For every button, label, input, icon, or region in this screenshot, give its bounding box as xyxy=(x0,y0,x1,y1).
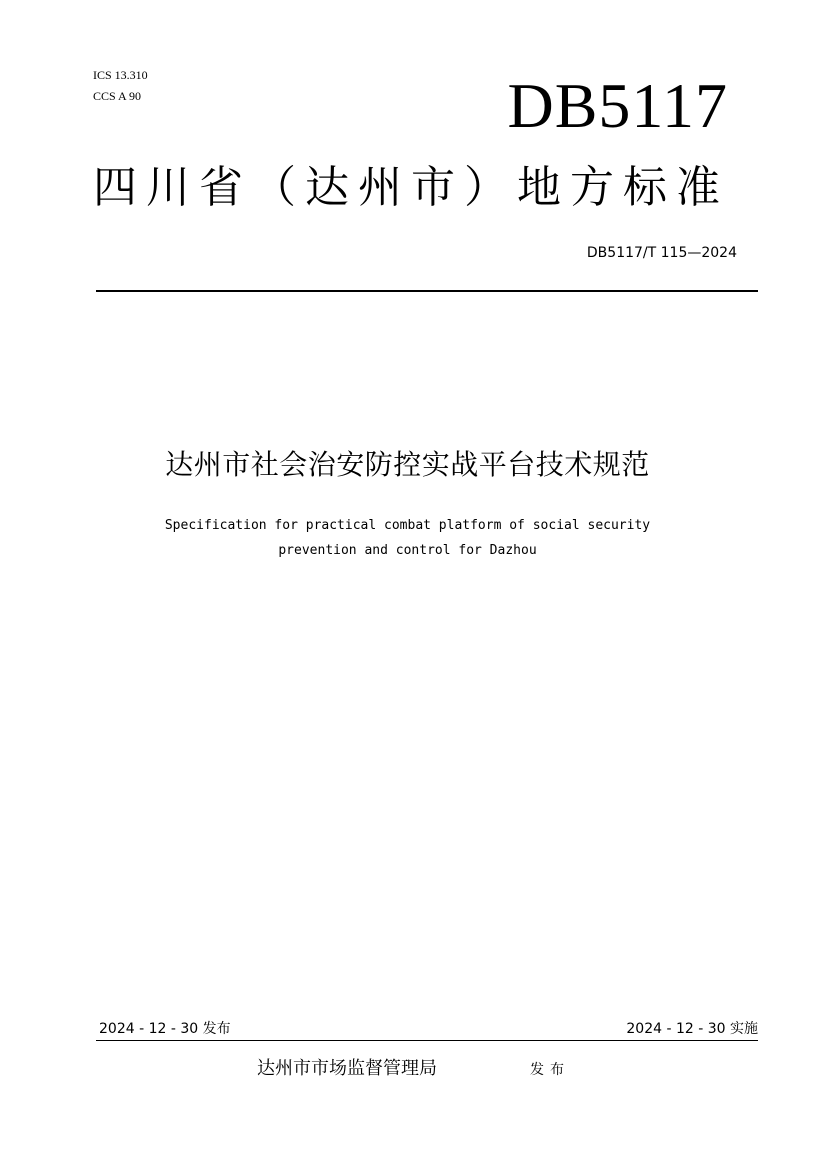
ccs-code: CCS A 90 xyxy=(93,89,142,103)
footer-divider xyxy=(96,1040,758,1041)
publish-label: 发布 xyxy=(530,1062,570,1078)
implementation-date: 2024 - 12 - 30 实施 xyxy=(626,1021,758,1037)
ics-code: ICS 13.310 xyxy=(93,68,148,82)
issue-date: 2024 - 12 - 30 发布 xyxy=(99,1021,231,1037)
document-title-en-line2: prevention and control for Dazhou xyxy=(278,543,537,558)
document-title-en-line1: Specification for practical combat platform of social security xyxy=(164,518,651,533)
standard-code: DB5117 xyxy=(507,70,728,141)
standard-number: DB5117/T 115—2024 xyxy=(586,245,737,261)
standard-type-title: 四川省（达州市）地方标准 xyxy=(93,162,729,213)
publisher-name: 达州市市场监督管理局 xyxy=(257,1058,437,1079)
header-divider xyxy=(96,290,758,292)
document-title: 达州市社会治安防控实战平台技术规范 xyxy=(165,448,650,481)
